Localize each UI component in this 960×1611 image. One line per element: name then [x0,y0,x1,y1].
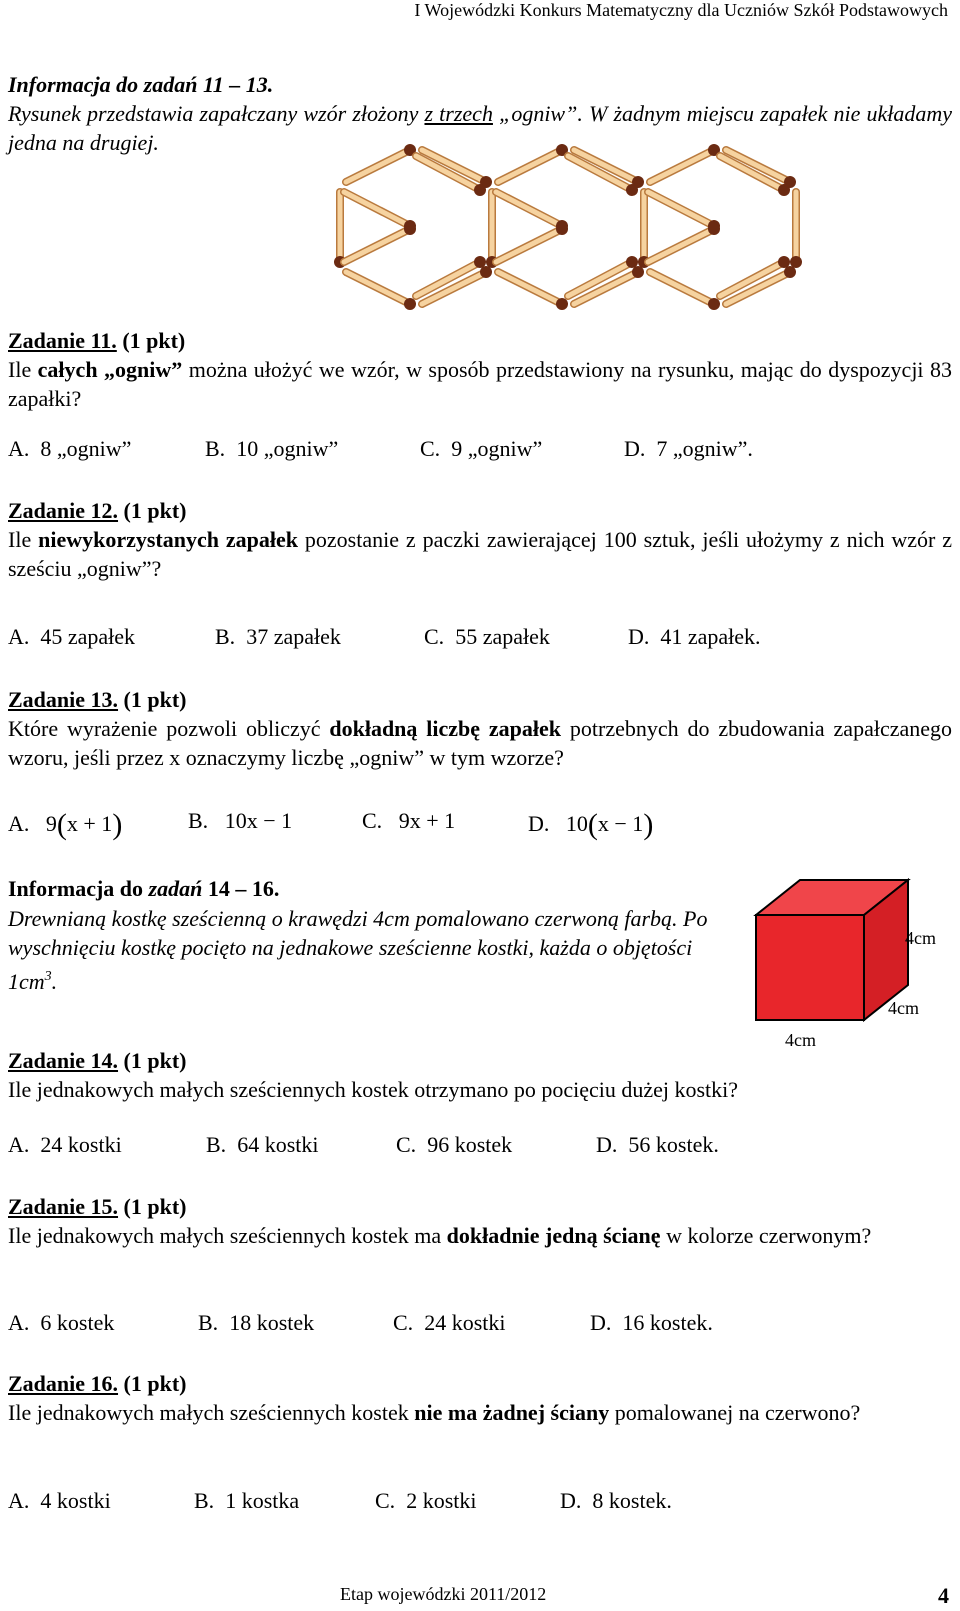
matchstick [498,272,568,310]
answer-b[interactable]: B. 18 kostek [198,1310,315,1335]
matchstick [496,192,568,232]
task-label: Zadanie 15. [8,1194,119,1219]
cube-front-face [756,915,864,1020]
answer-b[interactable]: B. 10x − 1 [188,808,293,833]
task-12-answers [8,624,948,654]
task-16: Zadanie 16. (1 pkt) Ile jednakowych małych sześciennych kostek nie ma żadnej ściany pomalowanej na czerwono? [8,1369,952,1427]
answer-b[interactable]: B. 10 „ogniw” [205,436,339,461]
task-11: Zadanie 11. (1 pkt) Ile całych „ogniw” można ułożyć we wzór, w sposób przedstawiony na rysunku, mając do dyspozycji 83 zapałki? [8,328,953,411]
matchstick [790,192,802,268]
page-number: 4 [938,1583,949,1608]
task-question: Które wyrażenie pozwoli obliczyć dokładną liczbę zapałek potrzebnych do zbudowania zapałczanego wzoru, jeśli przez x oznaczymy liczbę „ogniw” w tym wzorze? [8,716,953,770]
answer-c[interactable]: C. 2 kostki [375,1488,477,1513]
cube-label-bottom: 4cm [785,1030,816,1050]
matchstick [486,192,498,268]
task-label: Zadanie 16. [8,1371,119,1396]
page-header: I Wojewódzki Konkurs Matematyczny dla Uczniów Szkół Podstawowych [414,0,948,20]
task-label: Zadanie 13. [8,687,119,712]
task-label: Zadanie 14. [8,1048,119,1073]
answer-d[interactable]: D. 16 kostek. [590,1310,713,1335]
task-15: Zadanie 15. (1 pkt) Ile jednakowych małych sześciennych kostek ma dokładnie jedną ścianę w kolorze czerwonym? [8,1192,952,1250]
answer-c[interactable]: C. 96 kostek [396,1132,513,1157]
answer-d[interactable]: D. 10(x − 1) [528,808,654,841]
task-11-answers [8,436,948,466]
task-question: Ile jednakowych małych sześciennych kostek ma dokładnie jedną ścianę w kolorze czerwonym? [8,1223,872,1248]
answer-a[interactable]: A. 45 zapałek [8,624,136,649]
cube-label-right: 4cm [905,928,936,948]
answer-d[interactable]: D. 8 kostek. [560,1488,672,1513]
task-question: Ile całych „ogniw” można ułożyć we wzór, w sposób przedstawiony na rysunku, mając do dyspozycji 83 zapałki? [8,357,953,411]
answer-a[interactable]: A. 6 kostek [8,1310,115,1335]
task-question: Ile jednakowych małych sześciennych kostek otrzymano po pocięciu dużej kostki? [8,1077,739,1102]
answer-b[interactable]: B. 1 kostka [194,1488,300,1513]
matchstick [638,192,650,268]
answer-d[interactable]: D. 41 zapałek. [628,624,761,649]
task-15-answers [8,1310,948,1340]
matchstick [346,144,416,182]
matchstick [650,144,720,182]
task-14-answers [8,1132,948,1162]
footer-stage: Etap wojewódzki 2011/2012 [340,1584,547,1604]
answer-b[interactable]: B. 64 kostki [206,1132,319,1157]
task-question: Ile niewykorzystanych zapałek pozostanie z paczki zawierającej 100 sztuk, jeśli ułożymy z nich wzór z sześciu „ogniw”? [8,527,952,581]
task-label: Zadanie 11. [8,328,117,353]
answer-c[interactable]: C. 55 zapałek [424,624,550,649]
answer-a[interactable]: A. 24 kostki [8,1132,122,1157]
answer-c[interactable]: C. 24 kostki [393,1310,506,1335]
answer-a[interactable]: A. 8 „ogniw” [8,436,132,461]
answer-c[interactable]: C. 9x + 1 [362,808,456,833]
matchstick-figure [330,140,830,320]
task-12: Zadanie 12. (1 pkt) Ile niewykorzystanych zapałek pozostanie z paczki zawierającej 100 sztuk, jeśli ułożymy z nich wzór z sześciu „ogniw”? [8,498,952,581]
matchstick [334,192,346,268]
answer-c[interactable]: C. 9 „ogniw” [420,436,543,461]
answer-b[interactable]: B. 37 zapałek [215,624,341,649]
info-heading: Informacja do zadań 11 – 13. [8,72,274,97]
answer-a[interactable]: A. 9(x + 1) [8,808,123,841]
matchstick [498,144,568,182]
task-16-answers [8,1488,948,1518]
answer-d[interactable]: D. 56 kostek. [596,1132,719,1157]
matchstick [650,272,720,310]
answer-a[interactable]: A. 4 kostki [8,1488,111,1513]
task-13-answers [8,808,948,841]
matchstick [346,272,416,310]
info-text-14-16: Drewnianą kostkę sześcienną o krawędzi 4cm pomalowano czerwoną farbą. Po wyschnięciu kostkę pocięto na jednakowe sześcienne kostki, każda o objętości $1cm^3$. [8,906,708,994]
info-heading-14-16: Informacja do zadań 14 – 16. [8,876,280,901]
matchstick [344,192,416,232]
task-label: Zadanie 12. [8,498,119,523]
task-14: Zadanie 14. (1 pkt) Ile jednakowych małych sześciennych kostek otrzymano po pocięciu dużej kostki? [8,1046,828,1104]
task-13: Zadanie 13. (1 pkt) Które wyrażenie pozwoli obliczyć dokładną liczbę zapałek potrzebnych do zbudowania zapałczanego wzoru, jeśli przez x oznaczymy liczbę „ogniw” w tym wzorze? [8,687,953,770]
cube-label-depth: 4cm [888,998,919,1018]
matchstick [648,192,720,232]
answer-d[interactable]: D. 7 „ogniw”. [624,436,753,461]
task-question: Ile jednakowych małych sześciennych kostek nie ma żadnej ściany pomalowanej na czerwono? [8,1400,861,1425]
info-text: Rysunek przedstawia zapałczany wzór złożony z trzech „ogniw”. W żadnym miejscu zapałek nie układamy jedna na drugiej. [8,101,953,155]
